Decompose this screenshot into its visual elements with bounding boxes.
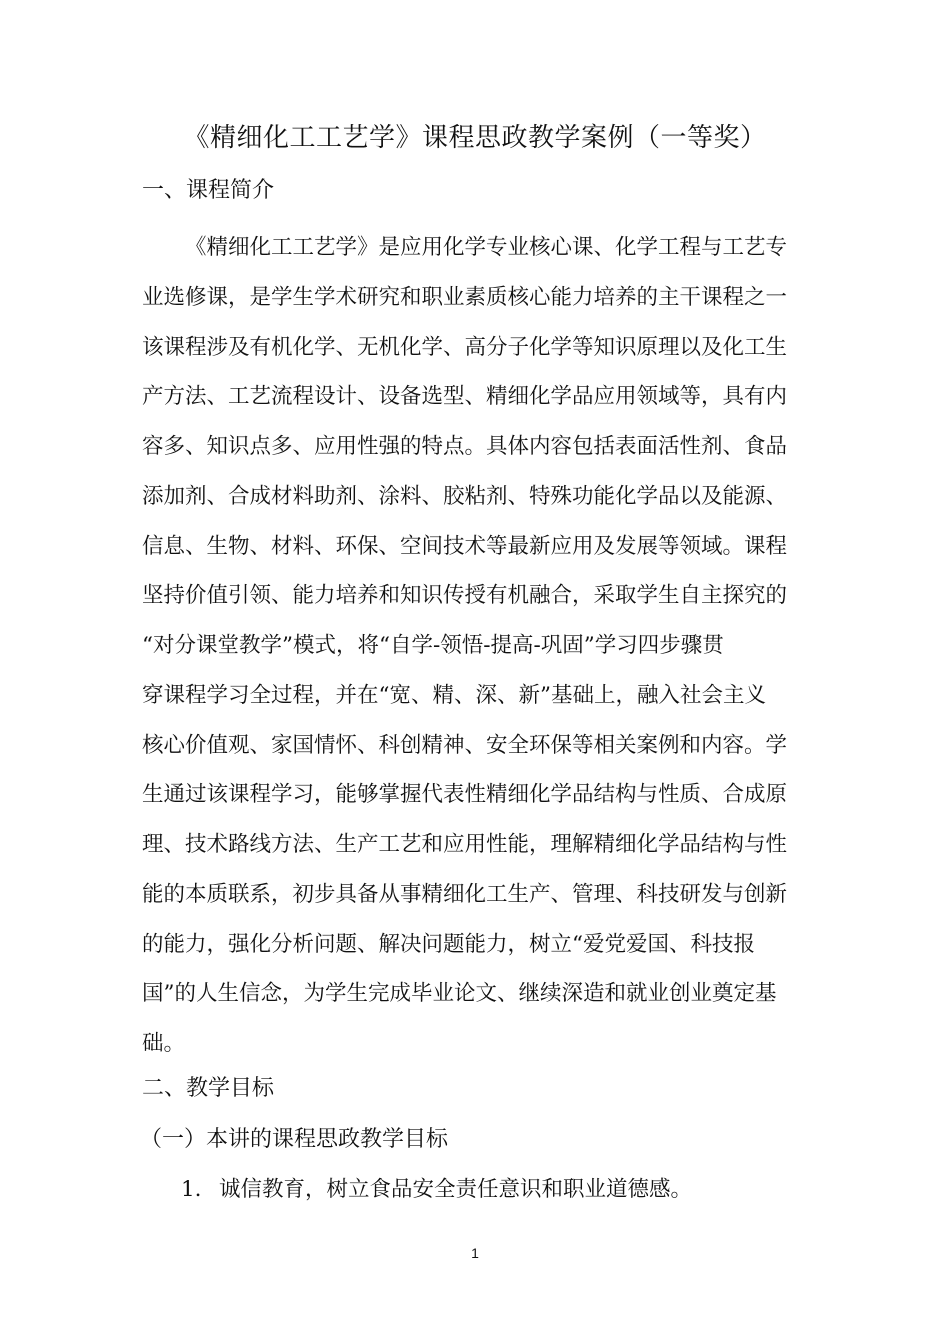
paragraph-line: 核心价值观、家国情怀、科创精神、安全环保等相关案例和内容。学: [142, 732, 788, 758]
paragraph-line: 产方法、工艺流程设计、设备选型、精细化学品应用领域等，具有内: [142, 384, 788, 410]
paragraph-line: 理、技术路线方法、生产工艺和应用性能，理解精细化学品结构与性: [142, 832, 788, 857]
paragraph-line: 生通过该课程学习，能够掌握代表性精细化学品结构与性质、合成原: [142, 782, 788, 808]
paragraph-line: “对分课堂教学”模式，将“自学-领悟-提高-巩固”学习四步骤贯: [142, 633, 724, 658]
section-heading-course-intro: 一、课程简介: [142, 178, 275, 203]
course-intro-paragraph: [142, 228, 832, 1074]
paragraph-line: 穿课程学习全过程，并在“宽、精、深、新”基础上，融入社会主义: [142, 682, 766, 708]
list-item: [181, 1175, 692, 1205]
subsection-heading-ideological-goals: （一）本讲的课程思政教学目标: [140, 1127, 449, 1152]
paragraph-line: 业选修课，是学生学术研究和职业素质核心能力培养的主干课程之一: [142, 284, 788, 310]
paragraph-line: 的能力，强化分析问题、解决问题能力，树立“爱党爱国、科技报: [142, 931, 755, 957]
page-number: 1: [471, 1245, 479, 1261]
section-heading-teaching-goals: 二、教学目标: [142, 1076, 275, 1101]
paragraph-line: 《精细化工工艺学》是应用化学专业核心课、化学工程与工艺专: [185, 235, 788, 260]
paragraph-line: 国”的人生信念，为学生完成毕业论文、继续深造和就业创业奠定基: [142, 981, 777, 1007]
paragraph-line: 该课程涉及有机化学、无机化学、高分子化学等知识原理以及化工生: [142, 334, 788, 360]
paragraph-line: 能的本质联系，初步具备从事精细化工生产、管理、科技研发与创新: [142, 881, 788, 907]
list-item-number: 1.: [181, 1177, 202, 1202]
paragraph-line: 坚持价值引领、能力培养和知识传授有机融合，采取学生自主探究的: [142, 583, 788, 609]
list-item-text: 诚信教育，树立食品安全责任意识和职业道德感。: [219, 1177, 693, 1202]
paragraph-line: 容多、知识点多、应用性强的特点。具体内容包括表面活性剂、食品: [142, 434, 788, 459]
document-title: 《精细化工工艺学》课程思政教学案例（一等奖）: [183, 123, 767, 153]
paragraph-line: 信息、生物、材料、环保、空间技术等最新应用及发展等领域。课程: [142, 533, 788, 559]
paragraph-line: 添加剂、合成材料助剂、涂料、胶粘剂、特殊功能化学品以及能源、: [142, 483, 788, 509]
paragraph-line: 础。: [142, 1031, 186, 1056]
